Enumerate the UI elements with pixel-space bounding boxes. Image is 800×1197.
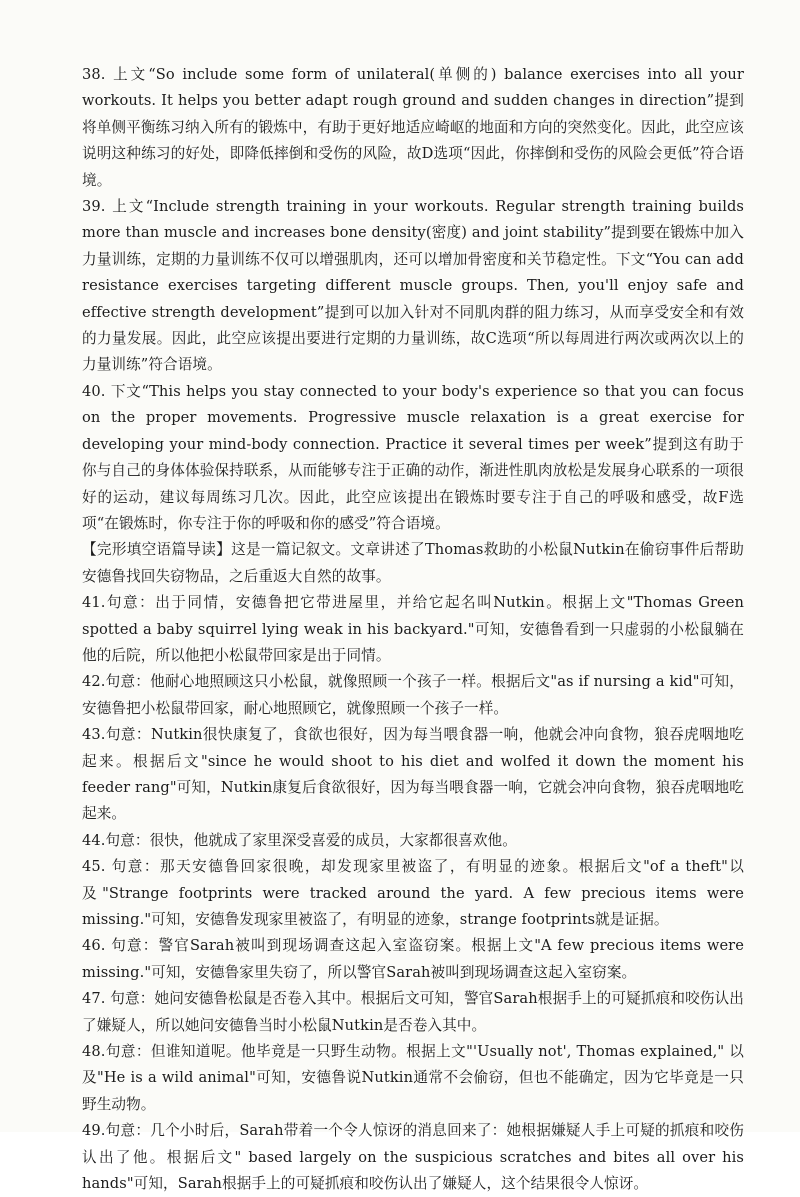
- answer-explanation-44: 44.句意：很快，他就成了家里深受喜爱的成员，大家都很喜欢他。: [82, 831, 517, 849]
- answer-explanation-42: 42.句意：他耐心地照顾这只小松鼠，就像照顾一个孩子一样。根据后文"as if nursing a kid"可知，安德鲁把小松鼠带回家，耐心地照顾它，就像照顾一个孩子一样。: [82, 673, 744, 717]
- answer-explanation-41: 41.句意：出于同情，安德鲁把它带进屋里，并给它起名叫Nutkin。根据上文"Thomas Green spotted a baby squirrel lying weak in his backyard."可知，安德鲁看到一只虚弱的小松鼠躺在他的后院，所以他把小松鼠带回家是出于同情。: [82, 594, 744, 664]
- answer-explanation-49: 49.句意：几个小时后，Sarah带着一个令人惊讶的消息回来了：她根据嫌疑人手上可疑的抓痕和咬伤认出了他。根据后文" based largely on the suspicious scratches and bites all over his hands"可知，Sarah根据手上的可疑抓痕和咬伤认出了嫌疑人，这个结果很令人惊讶。: [82, 1122, 744, 1193]
- answer-explanation-38: 38. 上文“So include some form of unilateral(单侧的) balance exercises into all your workouts. It helps you better adapt rough ground and sudden changes in direction”提到将单侧平衡练习纳入所有的锻炼中，有助于更好地适应崎岖的地面和方向的突然变化。因此，此空应该说明这种练习的好处，即降低摔倒和受伤的风险，故D选项“因此，你摔倒和受伤的风险会更低”符合语境。: [82, 66, 744, 189]
- answer-explanation-40: 40. 下文“This helps you stay connected to your body's experience so that you can focus on the proper movements. Progressive muscle relaxation is a great exercise for developing your mind-body connection. Practice it several times per week”提到这有助于你与自己的身体体验保持联系，从而能够专注于正确的动作，渐进性肌肉放松是发展身心联系的一项很好的运动，建议每周练习几次。因此，此空应该提出在锻炼时要专注于自己的呼吸和感受，故F选项“在锻炼时，你专注于你的呼吸和你的感受”符合语境。: [82, 382, 744, 532]
- answer-explanation-43: 43.句意：Nutkin很快康复了，食欲也很好，因为每当喂食器一响，他就会冲向食物，狼吞虎咽地吃起来。根据后文"since he would shoot to his diet and wolfed it down the moment his feeder rang"可知，Nutkin康复后食欲很好，因为每当喂食器一响，它就会冲向食物，狼吞虎咽地吃起来。: [82, 726, 744, 823]
- answer-explanation-47: 47. 句意：她问安德鲁松鼠是否卷入其中。根据后文可知，警官Sarah根据手上的可疑抓痕和咬伤认出了嫌疑人，所以她问安德鲁当时小松鼠Nutkin是否卷入其中。: [82, 990, 744, 1034]
- answer-explanation-45: 45. 句意：那天安德鲁回家很晚，却发现家里被盗了，有明显的迹象。根据后文"of a theft"以及"Strange footprints were tracked around the yard. A few precious items were missing."可知，安德鲁发现家里被盗了，有明显的迹象，strange footprints就是证据。: [82, 858, 744, 928]
- answer-explanation-48: 48.句意：但谁知道呢。他毕竟是一只野生动物。根据上文"'Usually not', Thomas explained," 以及"He is a wild animal"可知，安德鲁说Nutkin通常不会偷窃，但也不能确定，因为它毕竟是一只野生动物。: [82, 1043, 744, 1113]
- cloze-passage-guide: 【完形填空语篇导读】这是一篇记叙文。文章讲述了Thomas救助的小松鼠Nutkin在偷窃事件后帮助安德鲁找回失窃物品，之后重返大自然的故事。: [82, 541, 744, 585]
- answer-explanation-46: 46. 句意：警官Sarah被叫到现场调查这起入室盗窃案。根据上文"A few precious items were missing."可知，安德鲁家里失窃了，所以警官Sarah被叫到现场调查这起入室窃案。: [82, 937, 744, 981]
- answer-explanation-39: 39. 上文“Include strength training in your workouts. Regular strength training builds more than muscle and increases bone density(密度) and joint stability”提到要在锻炼中加入力量训练，定期的力量训练不仅可以增强肌肉，还可以增加骨密度和关节稳定性。下文“You can add resistance exercises targeting different muscle groups. Then, you'll enjoy safe and effective strength development”提到可以加入针对不同肌肉群的阻力练习，从而享受安全和有效的力量发展。因此，此空应该提出要进行定期的力量训练，故C选项“所以每周进行两次或两次以上的力量训练”符合语境。: [82, 198, 744, 374]
